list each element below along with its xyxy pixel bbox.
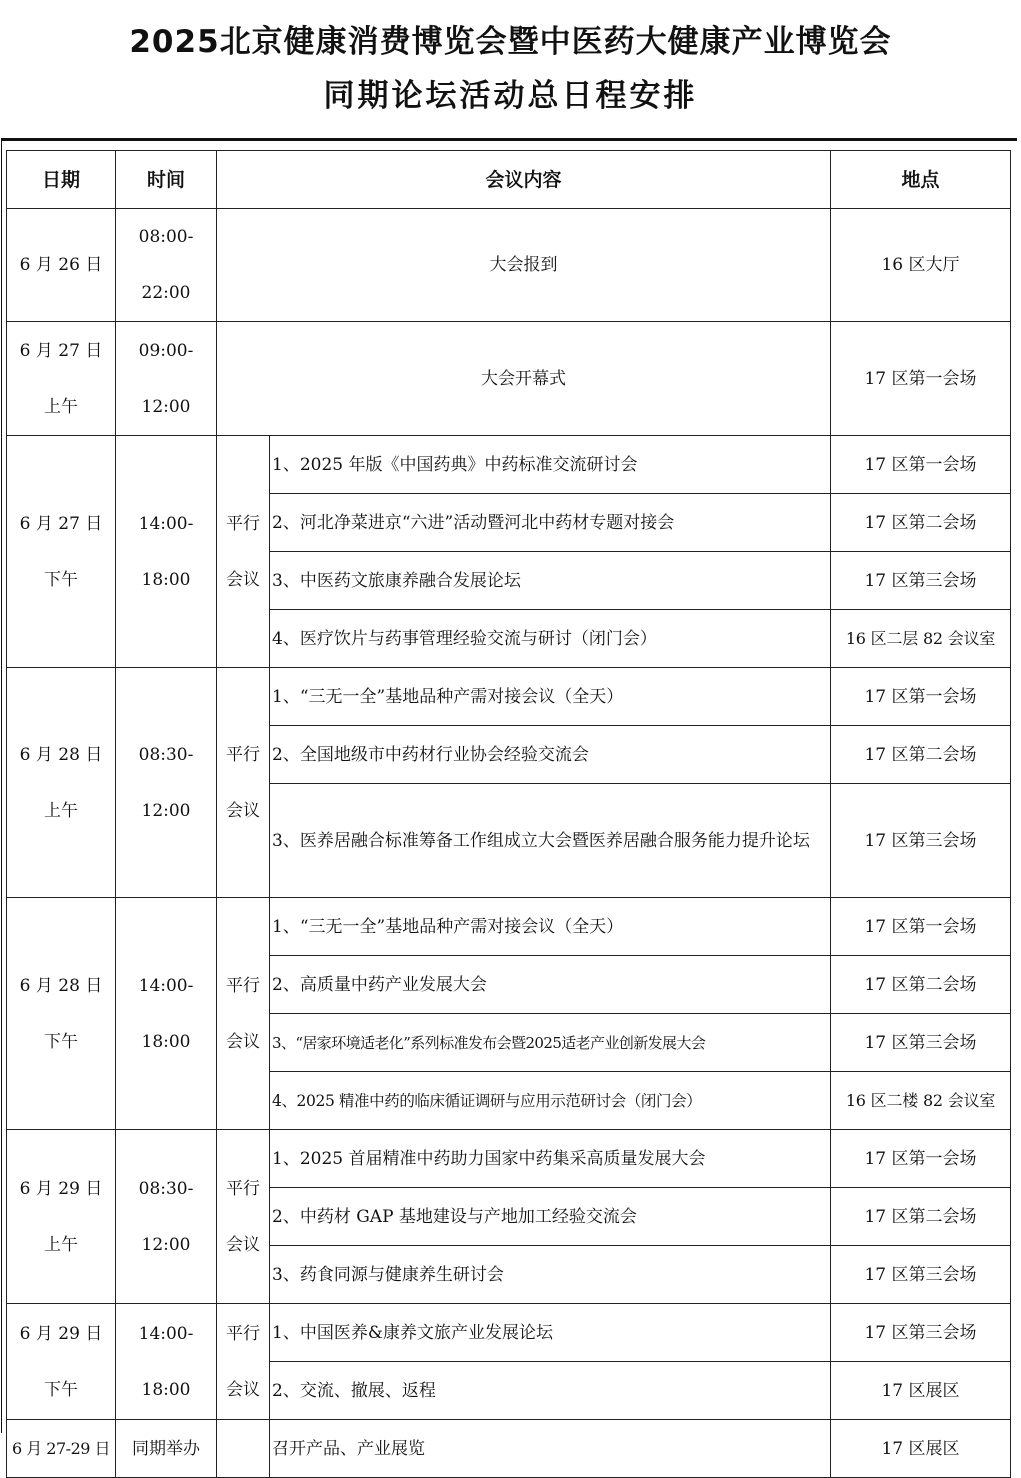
content-cell: 4、2025 精准中药的临床循证调研与应用示范研讨会（闭门会） (270, 1072, 831, 1130)
table-row (7, 436, 1011, 494)
parallel-text: 平行 (226, 744, 260, 765)
content-cell: 1、2025 年版《中国药典》中药标准交流研讨会 (270, 436, 831, 494)
parallel-label (217, 668, 270, 898)
meeting-text: 会议 (226, 1234, 260, 1255)
meeting-text: 会议 (226, 800, 260, 821)
content-cell: 1、“三无一全”基地品种产需对接会议（全天） (270, 668, 831, 726)
content-cell: 4、医疗饮片与药事管理经验交流与研讨（闭门会） (270, 610, 831, 668)
content-cell: 2、河北净菜进京“六进”活动暨河北中药材专题对接会 (270, 494, 831, 552)
table-row (7, 1304, 1011, 1362)
parallel-label (217, 436, 270, 668)
content-cell: 1、中国医养&康养文旅产业发展论坛 (270, 1304, 831, 1362)
content-cell: 3、药食同源与健康养生研讨会 (270, 1246, 831, 1304)
date-cell: 6 月 26 日 (7, 209, 116, 322)
table-row (7, 322, 1011, 436)
date-cell (7, 1130, 116, 1304)
venue-cell: 17 区第一会场 (831, 1130, 1011, 1188)
time-cell: 08:30-12:00 (116, 1130, 217, 1304)
date-text: 6 月 29 日 (19, 1323, 103, 1344)
date-cell (7, 322, 116, 436)
meeting-text: 会议 (226, 1031, 260, 1052)
venue-cell: 17 区第一会场 (831, 668, 1011, 726)
parallel-text: 平行 (226, 513, 260, 534)
venue-cell: 16 区二楼 82 会议室 (831, 1072, 1011, 1130)
venue-cell: 17 区第三会场 (831, 1014, 1011, 1072)
parallel-label (217, 1130, 270, 1304)
period-text: 上午 (44, 800, 78, 821)
parallel-text: 平行 (226, 975, 260, 996)
parallel-label (217, 1420, 270, 1478)
content-cell: 3、“居家环境适老化”系列标准发布会暨2025适老产业创新发展大会 (270, 1014, 831, 1072)
time-cell: 同期举办 (116, 1420, 217, 1478)
date-text: 6 月 28 日 (19, 975, 103, 996)
content-cell: 3、中医药文旅康养融合发展论坛 (270, 552, 831, 610)
venue-cell: 17 区展区 (831, 1362, 1011, 1420)
parallel-label (217, 898, 270, 1130)
venue-cell: 17 区第三会场 (831, 1246, 1011, 1304)
date-cell (7, 898, 116, 1130)
meeting-text: 会议 (226, 569, 260, 590)
content-cell: 1、“三无一全”基地品种产需对接会议（全天） (270, 898, 831, 956)
table-row (7, 209, 1011, 322)
date-text: 6 月 28 日 (19, 744, 103, 765)
content-cell: 2、交流、撤展、返程 (270, 1362, 831, 1420)
period-text: 下午 (44, 1379, 78, 1400)
venue-cell: 16 区大厅 (831, 209, 1011, 322)
parallel-text: 平行 (226, 1178, 260, 1199)
header-venue: 地点 (831, 151, 1011, 209)
header-time: 时间 (116, 151, 217, 209)
date-text: 6 月 27 日 (19, 513, 103, 534)
meeting-text: 会议 (226, 1379, 260, 1400)
venue-cell: 17 区第一会场 (831, 322, 1011, 436)
header-row (7, 151, 1011, 209)
date-text: 6 月 27 日 (19, 340, 103, 361)
content-cell: 3、医养居融合标准筹备工作组成立大会暨医养居融合服务能力提升论坛 (270, 784, 831, 898)
content-cell: 2、高质量中药产业发展大会 (270, 956, 831, 1014)
content-cell: 大会报到 (217, 209, 831, 322)
date-cell: 6 月 27-29 日 (7, 1420, 116, 1478)
venue-cell: 17 区第三会场 (831, 784, 1011, 898)
header-date: 日期 (7, 151, 116, 209)
table-row (7, 1420, 1011, 1478)
time-cell: 14:00-18:00 (116, 436, 217, 668)
table-row (7, 668, 1011, 726)
period-text: 上午 (44, 1234, 78, 1255)
venue-cell: 17 区第一会场 (831, 436, 1011, 494)
page-subtitle: 同期论坛活动总日程安排 (323, 78, 698, 114)
parallel-label (217, 1304, 270, 1420)
venue-cell: 17 区第二会场 (831, 1188, 1011, 1246)
date-cell (7, 668, 116, 898)
period-text: 下午 (44, 569, 78, 590)
table-row (7, 1130, 1011, 1188)
venue-cell: 17 区展区 (831, 1420, 1011, 1478)
period-text: 下午 (44, 1031, 78, 1052)
time-cell: 14:00-18:00 (116, 1304, 217, 1420)
schedule-table (6, 150, 1011, 1478)
time-cell: 08:30-12:00 (116, 668, 217, 898)
parallel-text: 平行 (226, 1323, 260, 1344)
time-cell: 08:00-22:00 (116, 209, 217, 322)
venue-cell: 17 区第二会场 (831, 726, 1011, 784)
table-row (7, 898, 1011, 956)
content-cell: 2、全国地级市中药材行业协会经验交流会 (270, 726, 831, 784)
content-cell: 大会开幕式 (217, 322, 831, 436)
content-cell: 1、2025 首届精准中药助力国家中药集采高质量发展大会 (270, 1130, 831, 1188)
venue-cell: 17 区第二会场 (831, 494, 1011, 552)
date-text: 6 月 29 日 (19, 1178, 103, 1199)
venue-cell: 17 区第三会场 (831, 552, 1011, 610)
content-cell: 召开产品、产业展览 (270, 1420, 831, 1478)
venue-cell: 17 区第一会场 (831, 898, 1011, 956)
content-cell: 2、中药材 GAP 基地建设与产地加工经验交流会 (270, 1188, 831, 1246)
time-cell: 09:00-12:00 (116, 322, 217, 436)
page-title: 2025北京健康消费博览会暨中医药大健康产业博览会 (129, 24, 892, 60)
date-cell (7, 1304, 116, 1420)
venue-cell: 17 区第三会场 (831, 1304, 1011, 1362)
venue-cell: 16 区二层 82 会议室 (831, 610, 1011, 668)
time-cell: 14:00-18:00 (116, 898, 217, 1130)
period-text: 上午 (44, 396, 78, 417)
header-content: 会议内容 (217, 151, 831, 209)
date-cell (7, 436, 116, 668)
venue-cell: 17 区第二会场 (831, 956, 1011, 1014)
